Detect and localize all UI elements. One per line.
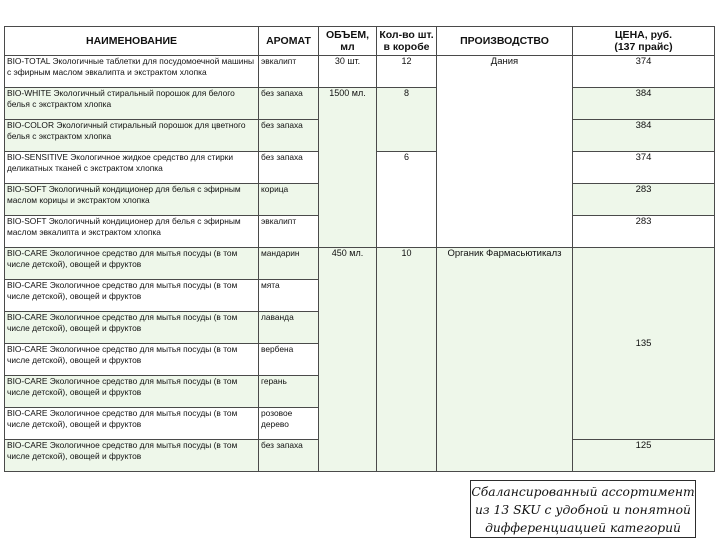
product-name: BIO-CARE Экологичное средство для мытья посуды (в том числе детской), овощей и фруктов — [5, 344, 259, 376]
price-cell: 283 — [573, 216, 715, 248]
volume-cell: 450 мл. — [319, 248, 377, 472]
header-qty-line2: в коробе — [383, 41, 430, 53]
product-name: BIO-CARE Экологичное средство для мытья посуды (в том числе детской), овощей и фруктов — [5, 312, 259, 344]
header-price-line1: ЦЕНА, руб. — [614, 29, 673, 41]
assortment-note — [470, 480, 696, 538]
price-cell: 374 — [573, 152, 715, 184]
product-aroma: без запаха — [259, 152, 319, 184]
product-name: BIO-CARE Экологичное средство для мытья посуды (в том числе детской), овощей и фруктов — [5, 408, 259, 440]
product-name: BIO-CARE Экологичное средство для мытья посуды (в том числе детской), овощей и фруктов — [5, 376, 259, 408]
product-aroma: лаванда — [259, 312, 319, 344]
table-row — [5, 248, 715, 280]
product-aroma: корица — [259, 184, 319, 216]
production-cell: Органик Фармасьютикалз — [437, 248, 573, 472]
volume-cell: 1500 мл. — [319, 88, 377, 248]
qty-cell: 8 — [377, 88, 437, 152]
product-aroma: мята — [259, 280, 319, 312]
product-aroma: без запаха — [259, 440, 319, 472]
header-name: НАИМЕНОВАНИЕ — [5, 27, 259, 56]
header-price — [573, 27, 715, 56]
header-aroma: АРОМАТ — [259, 27, 319, 56]
qty-cell: 6 — [377, 152, 437, 248]
product-aroma: мандарин — [259, 248, 319, 280]
header-volume: ОБЪЕМ, мл — [319, 27, 377, 56]
price-cell: 374 — [573, 56, 715, 88]
product-name: BIO-CARE Экологичное средство для мытья посуды (в том числе детской), овощей и фруктов — [5, 440, 259, 472]
price-cell: 135 — [573, 248, 715, 440]
header-price-line2: (137 прайс) — [614, 41, 673, 53]
product-aroma: розовое дерево — [259, 408, 319, 440]
header-qty-line1: Кол-во шт. — [379, 29, 434, 41]
header-production: ПРОИЗВОДСТВО — [437, 27, 573, 56]
product-name: BIO-TOTAL Экологичные таблетки для посудомоечной машины с эфирным маслом эвкалипта и экстрактом хлопка — [5, 56, 259, 88]
header-qty — [377, 27, 437, 56]
table-row — [5, 56, 715, 88]
volume-cell: 30 шт. — [319, 56, 377, 88]
product-aroma: герань — [259, 376, 319, 408]
product-aroma: вербена — [259, 344, 319, 376]
product-aroma: без запаха — [259, 88, 319, 120]
table-row — [5, 88, 715, 120]
product-name: BIO-SOFT Экологичный кондиционер для белья с эфирным маслом эвкалипта и экстрактом хлопка — [5, 216, 259, 248]
price-cell: 283 — [573, 184, 715, 216]
product-name: BIO-SENSITIVE Экологичное жидкое средство для стирки деликатных тканей с экстрактом хлопка — [5, 152, 259, 184]
price-table — [4, 26, 715, 472]
product-aroma: эвкалипт — [259, 56, 319, 88]
product-name: BIO-CARE Экологичное средство для мытья посуды (в том числе детской), овощей и фруктов — [5, 280, 259, 312]
product-name: BIO-CARE Экологичное средство для мытья посуды (в том числе детской), овощей и фруктов — [5, 248, 259, 280]
price-cell: 125 — [573, 440, 715, 472]
note-line2: из 13 SKU с удобной и понятной — [475, 503, 691, 517]
price-cell: 384 — [573, 88, 715, 120]
product-name: BIO-WHITE Экологичный стиральный порошок для белого белья с экстрактом хлопка — [5, 88, 259, 120]
price-cell: 384 — [573, 120, 715, 152]
product-aroma: эвкалипт — [259, 216, 319, 248]
production-cell: Дания — [437, 56, 573, 248]
note-line3: дифференциацией категорий — [485, 521, 681, 535]
qty-cell: 12 — [377, 56, 437, 88]
product-name: BIO-SOFT Экологичный кондиционер для белья с эфирным маслом корицы и экстрактом хлопка — [5, 184, 259, 216]
note-line1: Сбалансированный ассортимент — [471, 485, 695, 499]
qty-cell: 10 — [377, 248, 437, 472]
product-name: BIO-COLOR Экологичный стиральный порошок для цветного белья с экстрактом хлопка — [5, 120, 259, 152]
header-row — [5, 27, 715, 56]
product-aroma: без запаха — [259, 120, 319, 152]
